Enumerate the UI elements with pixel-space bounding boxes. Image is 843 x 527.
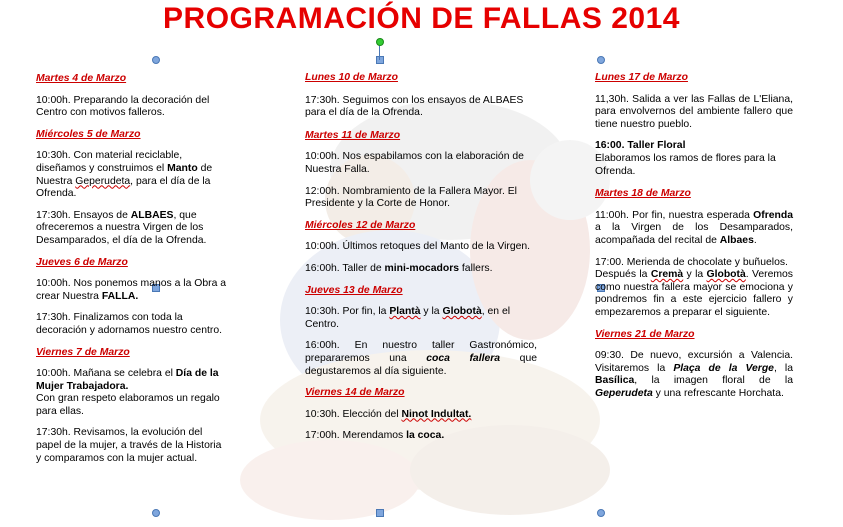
day-heading: Viernes 7 de Marzo [36,346,130,358]
schedule-column-2 [305,60,537,443]
event-entry: 10:30h. Por fin, la Plantà y la Globotà, en el Centro. [305,306,511,330]
event-entry: 10:00h. Nos espabilamos con la elaboración de Nuestra Falla. [305,151,524,175]
event-entry: 17:00. Merienda de chocolate y buñuelos. Después la Cremà y la Globotà. Veremos como nuestra fallera mayor se emociona y pondremos fin a este ejercicio fallero y empezaremos a preparar el siguiente. [595,256,794,318]
event-entry: 17:30h. Finalizamos con toda la decoración y adornamos nuestro centro. [36,312,222,336]
day-heading: Viernes 14 de Marzo [305,387,405,399]
event-entry: 10:00h. Mañana se celebra el Día de la Mujer Trabajadora. Con gran respeto elaboramos un regalo para ellas. [36,368,220,417]
schedule-column-1 [36,60,228,465]
day-heading: Viernes 21 de Marzo [595,328,695,340]
schedule-column-3 [595,60,793,400]
day-heading: Jueves 6 de Marzo [36,256,128,268]
selection-handle-bottom-right[interactable] [597,509,605,517]
event-entry: 10:00h. Nos ponemos manos a la Obra a crear Nuestra FALLA. [36,278,227,302]
day-heading: Lunes 10 de Marzo [305,72,398,83]
event-entry: 10:30h. Con material reciclable, diseñamos y construimos el Manto de Nuestra Geperudeta, para el día de la Ofrenda. [36,150,213,200]
event-entry: 11,30h. Salida a ver las Fallas de L'Eliana, para envolvernos del ambiente fallero que tiene nuestro pueblo. [595,93,793,130]
event-entry: 10:00h. Preparando la decoración del Centro con motivos falleros. [36,94,210,119]
day-heading: Miércoles 5 de Marzo [36,128,141,140]
event-entry: 17:00h. Merendamos la coca. [305,430,445,442]
event-entry: 12:00h. Nombramiento de la Fallera Mayor. El Presidente y la Corte de Honor. [305,185,517,210]
event-entry: 10:30h. Elección del Ninot Indultat. [305,408,472,420]
selection-handle-bottom-left[interactable] [152,509,160,517]
event-entry: 17:30h. Revisamos, la evolución del papel de la mujer, a través de la Historia y comparamos con la mujer actual. [36,427,222,464]
event-entry: 16:00. Taller Floral Elaboramos los ramos de flores para la Ofrenda. [595,140,776,177]
selection-handle-bottom[interactable] [376,509,384,517]
event-entry: 09:30. De nuevo, excursión a Valencia. Visitaremos la Plaça de la Verge, la Basílica, la imagen floral de la Geperudeta y una refrescante Horchata. [595,350,793,399]
day-heading: Lunes 17 de Marzo [595,72,688,83]
event-entry: 17:30h. Ensayos de ALBAES, que ofreceremos a nuestra Virgen de los Desamparados, el día de la Ofrenda. [36,209,207,246]
event-entry: 16:00h. Taller de mini-mocadors fallers. [305,262,493,274]
day-heading: Martes 11 de Marzo [305,129,401,141]
page-title: PROGRAMACIÓN DE FALLAS 2014 [163,2,680,35]
event-entry: 16:00h. En nuestro taller Gastronómico, prepararemos una coca fallera que degustaremos al día siguiente. [305,340,537,377]
day-heading: Martes 4 de Marzo [36,73,127,84]
event-entry: 11:00h. Por fin, nuestra esperada Ofrenda a la Virgen de los Desamparados, acompañada del recital de Albaes. [595,209,793,246]
day-heading: Jueves 13 de Marzo [305,284,403,296]
event-entry: 17:30h. Seguimos con los ensayos de ALBAES para el día de la Ofrenda. [305,94,524,119]
day-heading: Martes 18 de Marzo [595,188,691,200]
rotation-handle[interactable] [376,38,384,46]
day-heading: Miércoles 12 de Marzo [305,219,416,231]
rotation-connector [379,44,380,60]
event-entry: 10:00h. Últimos retoques del Manto de la Virgen. [305,241,531,253]
